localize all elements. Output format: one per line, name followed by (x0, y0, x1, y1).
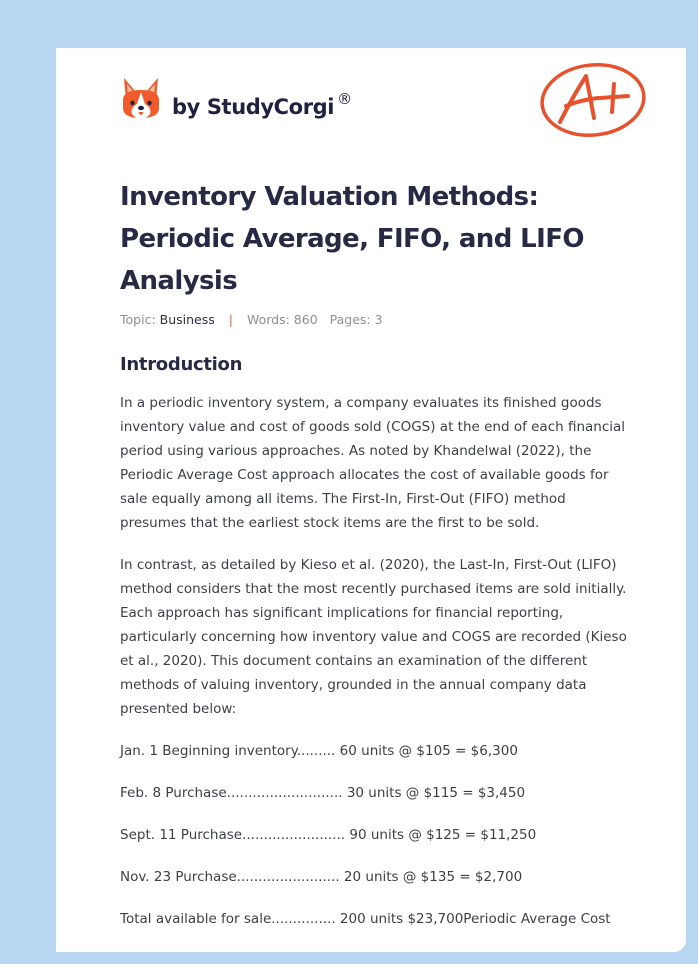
topic-link[interactable]: Business (159, 312, 215, 327)
document-title: Inventory Valuation Methods: Periodic Average, FIFO, and LIFO Analysis (120, 182, 584, 296)
paragraph: In a periodic inventory system, a company evaluates its finished goods inventory value and cost of goods sold (COGS) at the end of each financial period using various approaches. As noted by Khandelwal (2022), the Periodic Average Cost approach allocates the cost of available goods for sale equally among all items. The First-In, First-Out (FIFO) method presumes that the earliest stock items are the first to be sold. (120, 395, 626, 531)
words-label: Words: (246, 312, 290, 327)
document-page (56, 48, 686, 952)
inventory-line: Sept. 11 Purchase........................ 90 units @ $125 = $11,250 (120, 827, 537, 843)
a-plus-grade-icon (538, 60, 648, 140)
topic-label: Topic: (120, 312, 156, 327)
inventory-line: Total available for sale............... 200 units $23,700Periodic Average Cost (120, 911, 611, 927)
registered-mark: ® (337, 89, 352, 108)
pages-count: 3 (374, 312, 383, 327)
inventory-line: Feb. 8 Purchase........................... 30 units @ $115 = $3,450 (120, 785, 526, 801)
inventory-line: Jan. 1 Beginning inventory......... 60 units @ $105 = $6,300 (120, 743, 518, 759)
corgi-logo-icon (120, 76, 162, 122)
paragraph: In contrast, as detailed by Kieso et al. (2020), the Last-In, First-Out (LIFO) method considers that the most recently purchased items are sold initially. Each approach has significant implications for financial reporting, particularly concerning how inventory value and COGS are recorded (Kieso et al., 2020). This document contains an examination of the different methods of valuing inventory, grounded in the annual company data presented below: (120, 557, 627, 717)
words-count: 860 (293, 312, 318, 327)
inventory-line: Nov. 23 Purchase........................ 20 units @ $135 = $2,700 (120, 869, 523, 885)
section-heading: Introduction (120, 354, 243, 375)
brand-header[interactable] (120, 74, 352, 124)
document-meta (120, 312, 383, 327)
pages-label: Pages: (329, 312, 371, 327)
brand-name: by StudyCorgi ® (172, 89, 352, 119)
meta-separator: | (228, 312, 233, 327)
